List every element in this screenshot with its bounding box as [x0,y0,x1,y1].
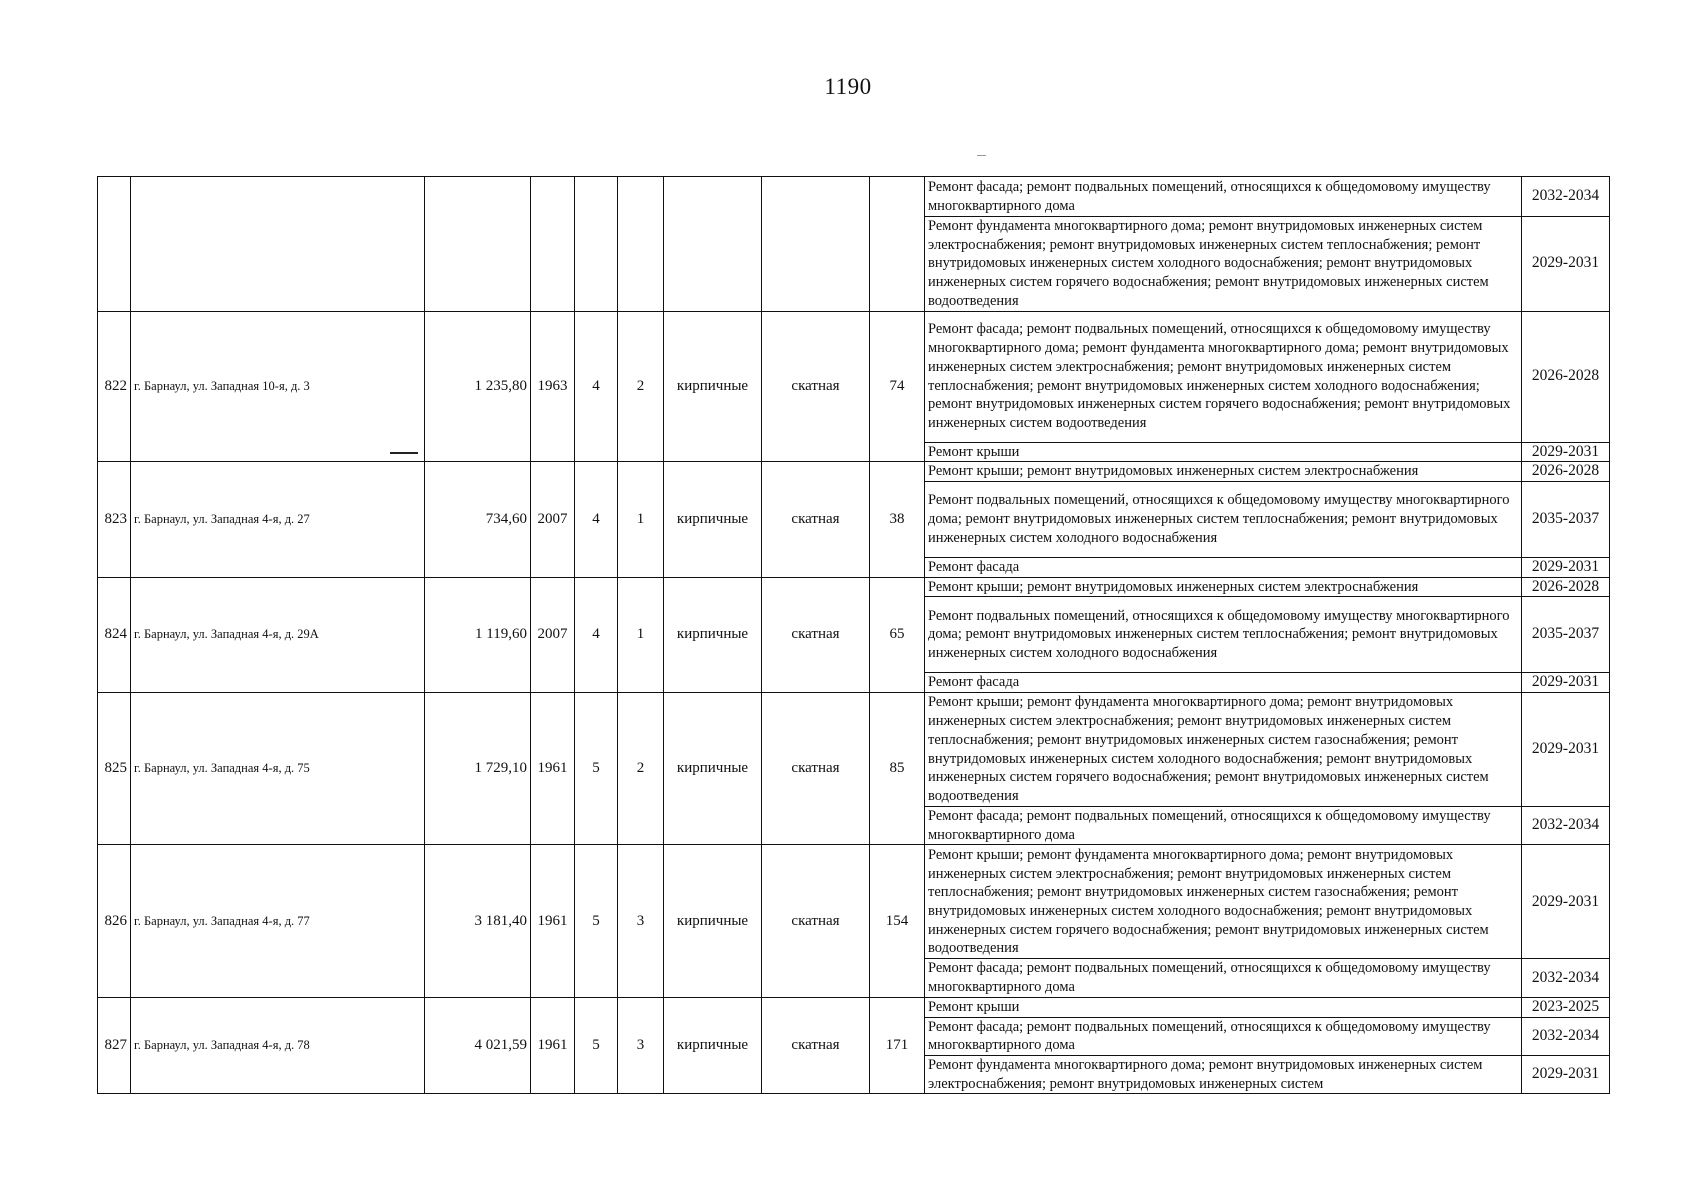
work-description: Ремонт крыши [925,997,1522,1017]
work-period: 2029-2031 [1522,557,1610,577]
work-period: 2029-2031 [1522,673,1610,693]
work-period: 2029-2031 [1522,1055,1610,1093]
cell-year [531,177,575,312]
work-period: 2032-2034 [1522,1017,1610,1055]
building-area: 1 729,10 [425,693,531,845]
work-description: Ремонт фасада; ремонт подвальных помещений, относящихся к общедомовому имуществу многоквартирного дома [925,177,1522,217]
work-period: 2029-2031 [1522,217,1610,312]
building-address: г. Барнаул, ул. Западная 4-я, д. 77 [131,845,425,997]
work-period: 2023-2025 [1522,997,1610,1017]
page-number: 1190 [824,74,872,99]
building-year: 2007 [531,577,575,692]
building-residents: 154 [870,845,925,997]
building-residents: 171 [870,997,925,1094]
building-area: 4 021,59 [425,997,531,1094]
work-period: 2032-2034 [1522,959,1610,997]
table-row [98,462,1610,482]
building-year: 1963 [531,311,575,462]
table-row [98,997,1610,1017]
building-residents: 85 [870,693,925,845]
work-description: Ремонт фундамента многоквартирного дома; ремонт внутридомовых инженерных систем электроснабжения; ремонт внутридомовых инженерных систем [925,1055,1522,1093]
building-number: 827 [98,997,131,1094]
building-residents: 74 [870,311,925,462]
cell-no [98,177,131,312]
building-roof: скатная [762,997,870,1094]
work-period: 2035-2037 [1522,481,1610,557]
table-body [98,177,1610,1094]
building-year: 1961 [531,845,575,997]
building-roof: скатная [762,462,870,577]
building-year: 1961 [531,997,575,1094]
work-description: Ремонт фасада; ремонт подвальных помещений, относящихся к общедомовому имуществу многоквартирного дома [925,807,1522,845]
building-number: 824 [98,577,131,692]
building-year: 2007 [531,462,575,577]
work-description: Ремонт фасада [925,673,1522,693]
building-entrances: 3 [618,997,664,1094]
building-address: г. Барнаул, ул. Западная 4-я, д. 29А [131,577,425,692]
building-roof: скатная [762,845,870,997]
work-period: 2035-2037 [1522,597,1610,673]
cell-entrances [618,177,664,312]
work-period: 2032-2034 [1522,807,1610,845]
table-row [98,577,1610,597]
building-walls: кирпичные [664,997,762,1094]
building-number: 823 [98,462,131,577]
work-description: Ремонт фасада; ремонт подвальных помещений, относящихся к общедомовому имуществу многоквартирного дома [925,959,1522,997]
building-roof: скатная [762,577,870,692]
building-number: 822 [98,311,131,462]
work-description: Ремонт фасада [925,557,1522,577]
repair-schedule-table [97,176,1610,1094]
building-roof: скатная [762,693,870,845]
work-description: Ремонт фундамента многоквартирного дома; ремонт внутридомовых инженерных систем электроснабжения; ремонт внутридомовых инженерных систем теплоснабжения; ремонт внутридомовых инженерных систем холодного водоснабжения; ремонт внутридомовых инженерных систем горячего водоснабжения; ремонт внутридомовых инженерных систем водоотведения [925,217,1522,312]
work-period: 2026-2028 [1522,311,1610,442]
building-floors: 4 [575,577,618,692]
work-description: Ремонт подвальных помещений, относящихся к общедомовому имуществу многоквартирного дома; ремонт внутридомовых инженерных систем теплоснабжения; ремонт внутридомовых инженерных систем холодного водоснабжения [925,597,1522,673]
building-year: 1961 [531,693,575,845]
cell-roof [762,177,870,312]
building-floors: 5 [575,997,618,1094]
building-entrances: 3 [618,845,664,997]
work-period: 2029-2031 [1522,693,1610,807]
work-description: Ремонт крыши; ремонт фундамента многоквартирного дома; ремонт внутридомовых инженерных систем электроснабжения; ремонт внутридомовых инженерных систем теплоснабжения; ремонт внутридомовых инженерных систем газоснабжения; ремонт внутридомовых инженерных систем холодного водоснабжения; ремонт внутридомовых инженерных систем горячего водоснабжения; ремонт внутридомовых инженерных систем водоотведения [925,693,1522,807]
building-floors: 5 [575,693,618,845]
cell-address [131,177,425,312]
building-area: 1 235,80 [425,311,531,462]
work-period: 2032-2034 [1522,177,1610,217]
building-area: 1 119,60 [425,577,531,692]
building-address: г. Барнаул, ул. Западная 10-я, д. 3 [131,311,425,462]
work-description: Ремонт крыши; ремонт внутридомовых инженерных систем электроснабжения [925,577,1522,597]
work-description: Ремонт крыши [925,442,1522,462]
cell-area [425,177,531,312]
building-walls: кирпичные [664,577,762,692]
work-description: Ремонт фасада; ремонт подвальных помещений, относящихся к общедомовому имуществу многоквартирного дома; ремонт фундамента многоквартирного дома; ремонт внутридомовых инженерных систем электроснабжения; ремонт внутридомовых инженерных систем теплоснабжения; ремонт внутридомовых инженерных систем холодного водоснабжения; ремонт внутридомовых инженерных систем горячего водоснабжения; ремонт внутридомовых инженерных систем водоотведения [925,311,1522,442]
work-description: Ремонт крыши; ремонт фундамента многоквартирного дома; ремонт внутридомовых инженерных систем электроснабжения; ремонт внутридомовых инженерных систем теплоснабжения; ремонт внутридомовых инженерных систем газоснабжения; ремонт внутридомовых инженерных систем холодного водоснабжения; ремонт внутридомовых инженерных систем горячего водоснабжения; ремонт внутридомовых инженерных систем водоотведения [925,845,1522,959]
work-description: Ремонт фасада; ремонт подвальных помещений, относящихся к общедомовому имуществу многоквартирного дома [925,1017,1522,1055]
building-address: г. Барнаул, ул. Западная 4-я, д. 75 [131,693,425,845]
work-period: 2026-2028 [1522,462,1610,482]
cell-residents [870,177,925,312]
building-area: 734,60 [425,462,531,577]
building-walls: кирпичные [664,311,762,462]
work-description: Ремонт подвальных помещений, относящихся к общедомовому имуществу многоквартирного дома; ремонт внутридомовых инженерных систем теплоснабжения; ремонт внутридомовых инженерных систем холодного водоснабжения [925,481,1522,557]
table-row [98,693,1610,807]
building-floors: 4 [575,462,618,577]
work-period: 2029-2031 [1522,442,1610,462]
work-period: 2026-2028 [1522,577,1610,597]
building-address: г. Барнаул, ул. Западная 4-я, д. 78 [131,997,425,1094]
building-address: г. Барнаул, ул. Западная 4-я, д. 27 [131,462,425,577]
work-description: Ремонт крыши; ремонт внутридомовых инженерных систем электроснабжения [925,462,1522,482]
building-number: 826 [98,845,131,997]
cell-walls [664,177,762,312]
building-entrances: 2 [618,311,664,462]
table-row [98,177,1610,217]
table-row [98,311,1610,442]
building-area: 3 181,40 [425,845,531,997]
cell-floors [575,177,618,312]
building-entrances: 1 [618,577,664,692]
building-residents: 38 [870,462,925,577]
building-walls: кирпичные [664,845,762,997]
building-residents: 65 [870,577,925,692]
work-period: 2029-2031 [1522,845,1610,959]
building-walls: кирпичные [664,693,762,845]
scan-mark [977,155,986,156]
building-floors: 5 [575,845,618,997]
building-entrances: 2 [618,693,664,845]
building-entrances: 1 [618,462,664,577]
building-number: 825 [98,693,131,845]
building-walls: кирпичные [664,462,762,577]
table-row [98,845,1610,959]
building-floors: 4 [575,311,618,462]
building-roof: скатная [762,311,870,462]
